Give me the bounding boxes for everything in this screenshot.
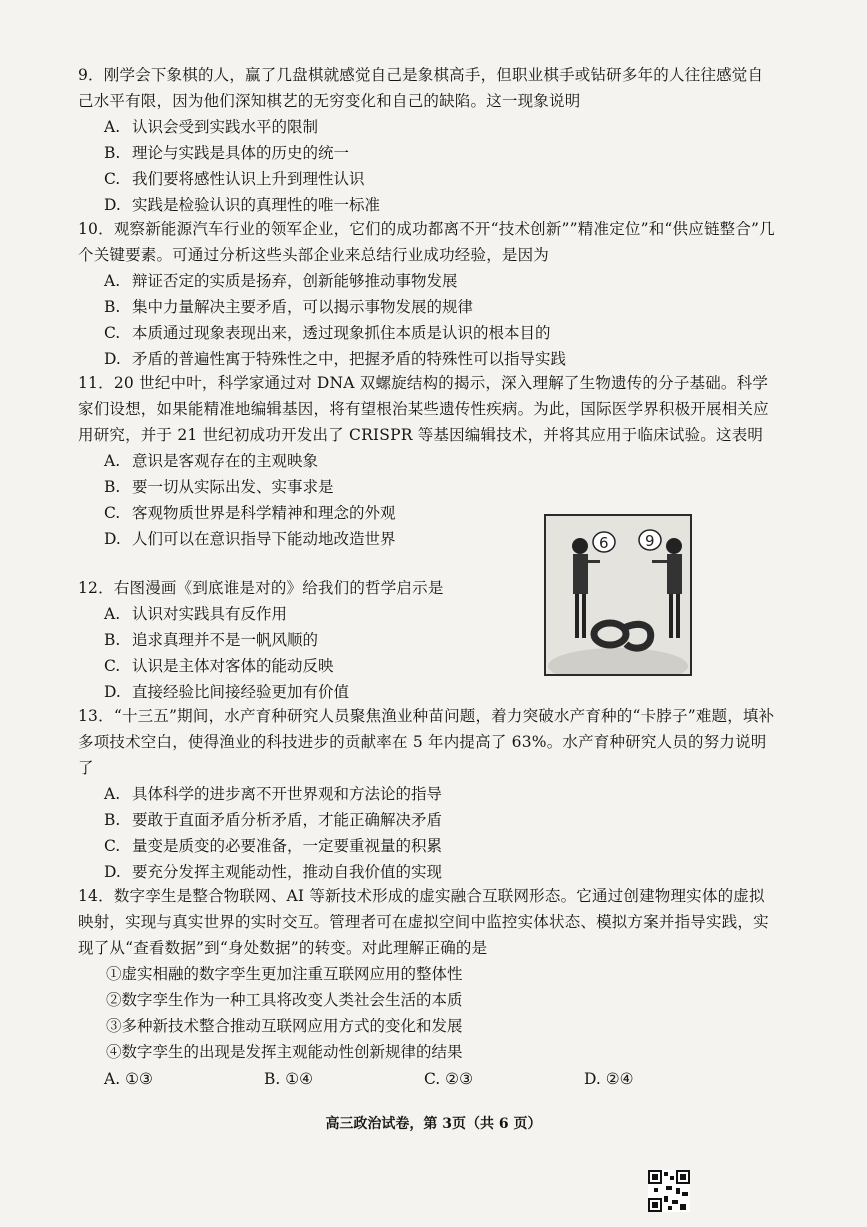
option-c: C. 客观物质世界是科学精神和理念的外观: [104, 504, 396, 522]
option-b: B. 追求真理并不是一帆风顺的: [104, 631, 319, 649]
option-b: B. 集中力量解决主要矛盾，可以揭示事物发展的规律: [104, 298, 474, 316]
svg-text:6: 6: [599, 534, 609, 552]
option-c: C. 本质通过现象表现出来，透过现象抓住本质是认识的根本目的: [104, 324, 551, 342]
speech-bubble-six-icon: [593, 532, 615, 552]
choice-a: A. ①③: [104, 1070, 153, 1088]
page-footer: 高三政治试卷，第 3页（共 6 页）: [325, 1116, 542, 1132]
option-d: D. 实践是检验认识的真理性的唯一标准: [104, 196, 381, 214]
statement-2: ②数字孪生作为一种工具将改变人类社会生活的本质: [106, 991, 463, 1009]
option-d: D. 人们可以在意识指导下能动地改造世界: [104, 530, 396, 548]
option-d: D. 直接经验比间接经验更加有价值: [104, 683, 350, 701]
question-9: [78, 62, 778, 218]
question-10: [78, 216, 778, 372]
svg-text:9: 9: [645, 532, 655, 550]
comic-illustration: [544, 514, 692, 676]
option-a: A. 意识是客观存在的主观映象: [104, 452, 319, 470]
option-c: C. 量变是质变的必要准备，一定要重视量的积累: [104, 837, 443, 855]
question-stem: 14．数字孪生是整合物联网、AI 等新技术形成的虚实融合互联网形态。它通过创建物理实体的虚拟映射，实现与真实世界的实时交互。管理者可在虚拟空间中监控实体状态、模拟方案并指导实践，实现了从“查看数据”到“身处数据”的转变。对此理解正确的是: [78, 887, 769, 957]
question-12: [78, 575, 538, 705]
option-b: B. 要一切从实际出发、实事求是: [104, 478, 334, 496]
question-stem: 11．20 世纪中叶，科学家通过对 DNA 双螺旋结构的揭示，深入理解了生物遗传的分子基础。科学家们设想，如果能精准地编辑基因，将有望根治某些遗传性疾病。为此，国际医学界积极开展相关应用研究，并于 21 世纪初成功开发出了 CRISPR 等基因编辑技术，并将其应用于临床试验。这表明: [78, 374, 769, 444]
option-a: A. 辩证否定的实质是扬弃，创新能够推动事物发展: [104, 272, 458, 290]
option-a: A. 认识会受到实践水平的限制: [104, 118, 319, 136]
choice-row: [78, 1065, 778, 1093]
option-c: C. 认识是主体对客体的能动反映: [104, 657, 334, 675]
choice-c: C. ②③: [424, 1070, 473, 1088]
question-stem: 10．观察新能源汽车行业的领军企业，它们的成功都离不开“技术创新””精准定位”和“供应链整合”几个关键要素。可通过分析这些头部企业来总结行业成功经验，是因为: [78, 220, 775, 264]
choice-d: D. ②④: [584, 1070, 634, 1088]
option-c: C. 我们要将感性认识上升到理性认识: [104, 170, 365, 188]
statement-4: ④数字孪生的出现是发挥主观能动性创新规律的结果: [106, 1043, 463, 1061]
question-stem: 9．刚学会下象棋的人，赢了几盘棋就感觉自己是象棋高手，但职业棋手或钻研多年的人往往感觉自己水平有限，因为他们深知棋艺的无穷变化和自己的缺陷。这一现象说明: [78, 66, 764, 110]
question-stem: 12．右图漫画《到底谁是对的》给我们的哲学启示是: [78, 579, 444, 597]
question-stem: 13．“十三五”期间，水产育种研究人员聚焦渔业种苗问题，着力突破水产育种的“卡脖子”难题，填补多项技术空白，使得渔业的科技进步的贡献率在 5 年内提高了 63%。水产育种研究人员的努力说明了: [78, 707, 775, 777]
option-b: B. 理论与实践是具体的历史的统一: [104, 144, 350, 162]
option-b: B. 要敢于直面矛盾分析矛盾，才能正确解决矛盾: [104, 811, 443, 829]
statement-3: ③多种新技术整合推动互联网应用方式的变化和发展: [106, 1017, 463, 1035]
option-d: D. 矛盾的普遍性寓于特殊性之中，把握矛盾的特殊性可以指导实践: [104, 350, 567, 368]
option-a: A. 具体科学的进步离不开世界观和方法论的指导: [104, 785, 443, 803]
qr-code-icon: [648, 1170, 690, 1212]
option-a: A. 认识对实践具有反作用: [104, 605, 288, 623]
statement-1: ①虚实相融的数字孪生更加注重互联网应用的整体性: [106, 965, 463, 983]
comic-drawing: [546, 516, 690, 674]
question-14: [78, 883, 778, 1093]
question-13: [78, 703, 778, 885]
choice-b: B. ①④: [264, 1070, 314, 1088]
speech-bubble-nine-icon: [639, 530, 661, 550]
option-d: D. 要充分发挥主观能动性，推动自我价值的实现: [104, 863, 443, 881]
